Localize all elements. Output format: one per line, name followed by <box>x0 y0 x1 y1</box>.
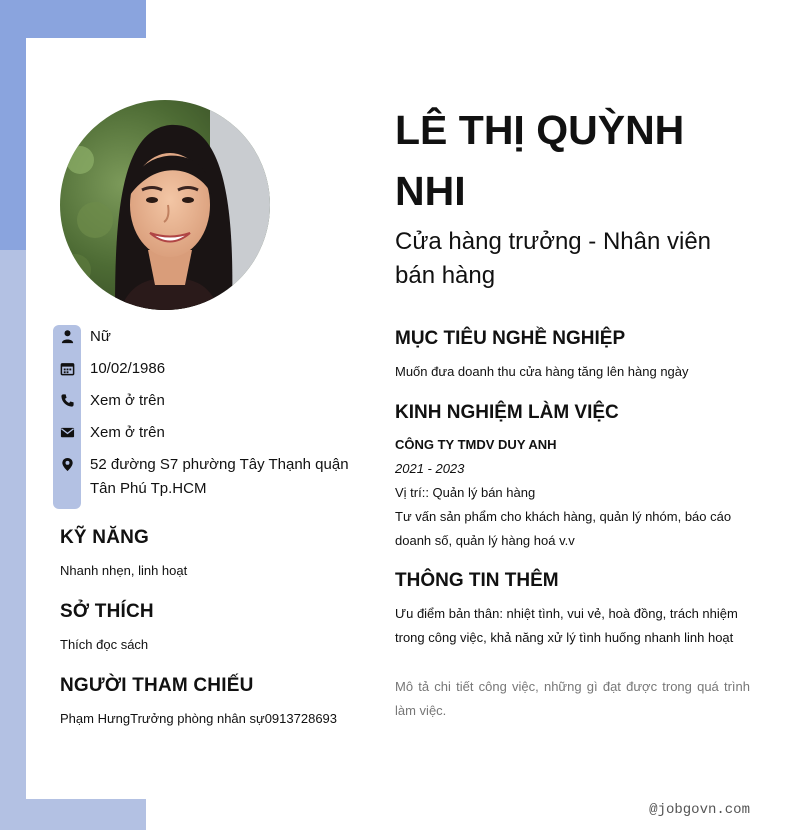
experience-period: 2021 - 2023 <box>395 461 465 476</box>
gender-value: Nữ <box>90 328 111 345</box>
mail-icon <box>53 421 81 443</box>
phone-icon <box>53 389 81 411</box>
additional-text: Ưu điểm bản thân: nhiệt tình, vui vẻ, hoà đồng, trách nhiệm trong công việc, khả năng xử lý tình huống nhanh linh hoạt <box>395 606 738 645</box>
contact-email <box>53 421 363 445</box>
hobbies-heading: SỞ THÍCH <box>60 601 154 622</box>
reference-heading: NGƯỜI THAM CHIẾU <box>60 675 254 696</box>
candidate-name: LÊ THỊ QUỲNH NHI <box>395 107 685 214</box>
experience-heading: KINH NGHIỆM LÀM VIỆC <box>395 402 619 423</box>
contact-phone <box>53 389 363 413</box>
birthday-value: 10/02/1986 <box>90 360 166 377</box>
avatar-photo <box>60 100 270 310</box>
watermark: @jobgovn.com <box>649 802 750 818</box>
reference-text: Phạm HưngTrưởng phòng nhân sự0913728693 <box>60 711 338 726</box>
contact-address <box>53 453 363 501</box>
skills-heading: KỸ NĂNG <box>60 527 150 548</box>
additional-heading: THÔNG TIN THÊM <box>395 570 559 591</box>
hobbies-text: Thích đọc sách <box>60 637 149 652</box>
phone-value: Xem ở trên <box>90 392 165 409</box>
experience-description: Tư vấn sản phẩm cho khách hàng, quản lý nhóm, báo cáo doanh số, quản lý hàng hoá v.v <box>395 509 732 548</box>
location-pin-icon <box>53 453 81 475</box>
address-value: 52 đường S7 phường Tây Thạnh quận Tân Phú Tp.HCM <box>90 456 349 497</box>
calendar-icon <box>53 357 81 379</box>
email-value: Xem ở trên <box>90 424 165 441</box>
skills-text: Nhanh nhẹn, linh hoạt <box>60 563 188 578</box>
additional-placeholder: Mô tả chi tiết công việc, những gì đạt được trong quá trình làm việc. <box>395 679 750 718</box>
contact-gender <box>53 325 363 349</box>
experience-position: Vị trí:: Quản lý bán hàng <box>395 485 536 500</box>
experience-company: CÔNG TY TMDV DUY ANH <box>395 437 557 452</box>
objective-heading: MỤC TIÊU NGHỀ NGHIỆP <box>395 328 626 349</box>
person-icon <box>53 325 81 347</box>
candidate-role: Cửa hàng trưởng - Nhân viên bán hàng <box>395 228 712 289</box>
contact-birthday <box>53 357 363 381</box>
objective-text: Muốn đưa doanh thu cửa hàng tăng lên hàng ngày <box>395 364 689 379</box>
